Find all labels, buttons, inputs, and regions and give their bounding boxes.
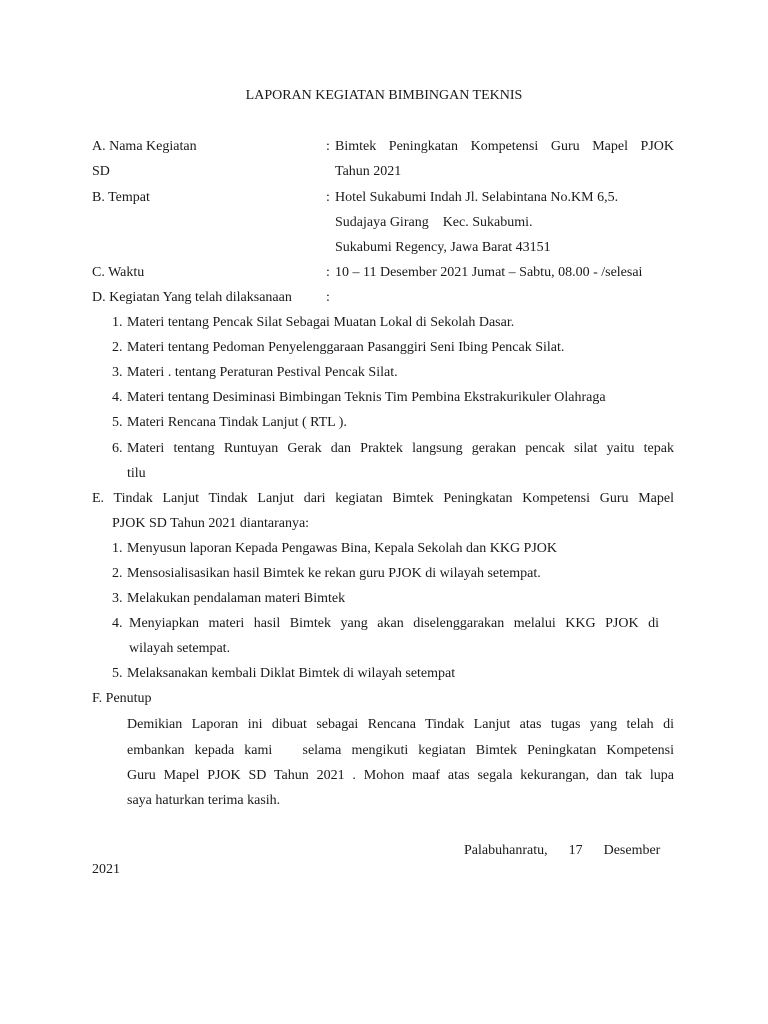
kegiatan-item-1-number: 1. (112, 315, 123, 330)
label-tempat: B. Tempat (92, 190, 150, 205)
tindak-lanjut-item-2-text: Mensosialisasikan hasil Bimtek ke rekan guru PJOK di wilayah setempat. (127, 566, 541, 581)
value-tempat-line3: Sukabumi Regency, Jawa Barat 43151 (335, 240, 551, 255)
value-tempat-line2: Sudajaya Girang Kec. Sukabumi. (335, 215, 533, 230)
tindak-lanjut-item-5-text: Melaksanakan kembali Diklat Bimtek di wilayah setempat (127, 666, 456, 681)
label-waktu: C. Waktu (92, 265, 145, 280)
tindak-lanjut-item-4-number: 4. (112, 616, 123, 631)
colon-c: : (326, 265, 330, 280)
penutup-paragraph-line1: Demikian Laporan ini dibuat sebagai Rencana Tindak Lanjut atas tugas yang telah di (127, 717, 674, 732)
tindak-lanjut-item-5-number: 5. (112, 666, 123, 681)
kegiatan-item-4-text: Materi tentang Desiminasi Bimbingan Teknis Tim Pembina Ekstrakurikuler Olahraga (127, 390, 606, 405)
tindak-lanjut-item-3-text: Melakukan pendalaman materi Bimtek (127, 591, 346, 606)
kegiatan-item-6-text-cont: tilu (127, 466, 146, 481)
kegiatan-item-2-text: Materi tentang Pedoman Penyelenggaraan Pasanggiri Seni Ibing Pencak Silat. (127, 340, 565, 355)
kegiatan-item-1-text: Materi tentang Pencak Silat Sebagai Muatan Lokal di Sekolah Dasar. (127, 315, 515, 330)
colon-d: : (326, 290, 330, 305)
penutup-paragraph-line4: saya haturkan terima kasih. (127, 793, 281, 808)
tindak-lanjut-item-1-number: 1. (112, 541, 123, 556)
signature-place-date: Palabuhanratu, 17 Desember (464, 843, 661, 858)
tindak-lanjut-item-2-number: 2. (112, 566, 123, 581)
value-nama-kegiatan-line2: Tahun 2021 (335, 164, 402, 179)
value-nama-kegiatan-line1: Bimtek Peningkatan Kompetensi Guru Mapel PJOK (335, 139, 674, 154)
penutup-paragraph-line2: embankan kepada kami selama mengikuti kegiatan Bimtek Peningkatan Kompetensi (127, 743, 674, 758)
label-kegiatan: D. Kegiatan Yang telah dilaksanaan (92, 290, 292, 305)
tindak-lanjut-item-3-number: 3. (112, 591, 123, 606)
colon-b: : (326, 190, 330, 205)
kegiatan-item-5-text: Materi Rencana Tindak Lanjut ( RTL ). (127, 415, 347, 430)
kegiatan-item-5-number: 5. (112, 415, 123, 430)
document-title: LAPORAN KEGIATAN BIMBINGAN TEKNIS (245, 88, 523, 103)
label-nama-kegiatan-cont: SD (92, 164, 110, 179)
kegiatan-item-2-number: 2. (112, 340, 123, 355)
colon-a: : (326, 139, 330, 154)
kegiatan-item-6-number: 6. (112, 441, 123, 456)
tindak-lanjut-item-4-text-cont: wilayah setempat. (129, 641, 231, 656)
kegiatan-item-4-number: 4. (112, 390, 123, 405)
kegiatan-item-3-number: 3. (112, 365, 123, 380)
signature-year: 2021 (92, 862, 120, 877)
label-tindak-lanjut: E. Tindak Lanjut Tindak Lanjut dari kegiatan Bimtek Peningkatan Kompetensi Guru Mapel (92, 491, 674, 506)
label-penutup: F. Penutup (92, 691, 152, 706)
kegiatan-item-3-text: Materi . tentang Peraturan Pestival Pencak Silat. (127, 365, 398, 380)
tindak-lanjut-item-1-text: Menyusun laporan Kepada Pengawas Bina, Kepala Sekolah dan KKG PJOK (127, 541, 558, 556)
tindak-lanjut-item-4-text: Menyiapkan materi hasil Bimtek yang akan diselenggarakan melalui KKG PJOK di (129, 616, 659, 631)
value-waktu: 10 – 11 Desember 2021 Jumat – Sabtu, 08.00 - /selesai (335, 265, 643, 280)
penutup-paragraph-line3: Guru Mapel PJOK SD Tahun 2021 . Mohon maaf atas segala kekurangan, dan tak lupa (127, 768, 674, 783)
value-tempat-line1: Hotel Sukabumi Indah Jl. Selabintana No.KM 6,5. (335, 190, 619, 205)
label-nama-kegiatan: A. Nama Kegiatan (92, 139, 197, 154)
kegiatan-item-6-text: Materi tentang Runtuyan Gerak dan Praktek langsung gerakan pencak silat yaitu tepak (127, 441, 674, 456)
label-tindak-lanjut-cont: PJOK SD Tahun 2021 diantaranya: (112, 516, 310, 531)
